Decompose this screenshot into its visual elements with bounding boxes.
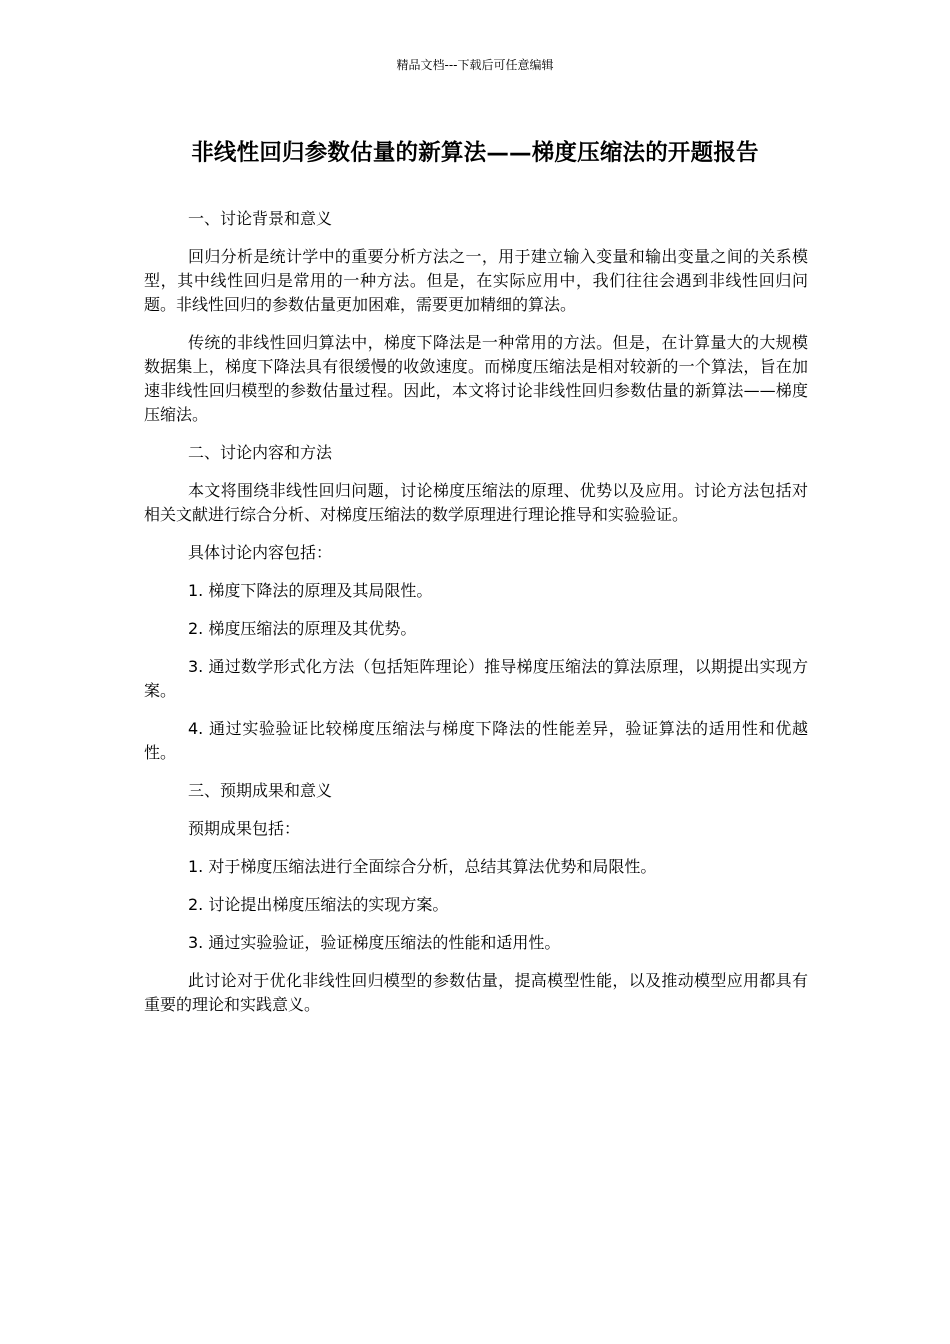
section-heading-expected-results: 三、预期成果和意义 (188, 781, 333, 800)
list-item: 3. 通过实验验证，验证梯度压缩法的性能和适用性。 (188, 933, 561, 952)
paragraph-regression-intro: 回归分析是统计学中的重要分析方法之一，用于建立输入变量和输出变量之间的关系模型，其中线性回归是常用的一种方法。但是，在实际应用中，我们往往会遇到非线性回归问题。非线性回归的参数估量更加困难，需要更加精细的算法。 (144, 247, 808, 314)
list-item: 1. 梯度下降法的原理及其局限性。 (188, 581, 433, 600)
list-item: 3. 通过数学形式化方法（包括矩阵理论）推导梯度压缩法的算法原理，以期提出实现方案。 (144, 657, 808, 700)
page-header: 精品文档---下载后可任意编辑 (396, 58, 554, 72)
paragraph-gradient-methods: 传统的非线性回归算法中，梯度下降法是一种常用的方法。但是，在计算量大的大规模数据集上，梯度下降法具有很缓慢的收敛速度。而梯度压缩法是相对较新的一个算法，旨在加速非线性回归模型的参数估量过程。因此，本文将讨论非线性回归参数估量的新算法——梯度压缩法。 (144, 333, 808, 424)
list-item: 2. 讨论提出梯度压缩法的实现方案。 (188, 895, 449, 914)
paragraph-content-intro: 具体讨论内容包括： (188, 543, 333, 562)
document-body (144, 207, 808, 1031)
list-item: 2. 梯度压缩法的原理及其优势。 (188, 619, 417, 638)
document-title: 非线性回归参数估量的新算法——梯度压缩法的开题报告 (191, 140, 759, 166)
paragraph-research-approach: 本文将围绕非线性回归问题，讨论梯度压缩法的原理、优势以及应用。讨论方法包括对相关文献进行综合分析、对梯度压缩法的数学原理进行理论推导和实验验证。 (144, 481, 808, 524)
list-item: 1. 对于梯度压缩法进行全面综合分析，总结其算法优势和局限性。 (188, 857, 657, 876)
paragraph-results-intro: 预期成果包括： (188, 819, 301, 838)
paragraph-significance: 此讨论对于优化非线性回归模型的参数估量，提高模型性能，以及推动模型应用都具有重要的理论和实践意义。 (144, 971, 808, 1014)
section-heading-background: 一、讨论背景和意义 (188, 209, 333, 228)
list-item: 4. 通过实验验证比较梯度压缩法与梯度下降法的性能差异，验证算法的适用性和优越性。 (144, 719, 808, 762)
section-heading-content-methods: 二、讨论内容和方法 (188, 443, 333, 462)
